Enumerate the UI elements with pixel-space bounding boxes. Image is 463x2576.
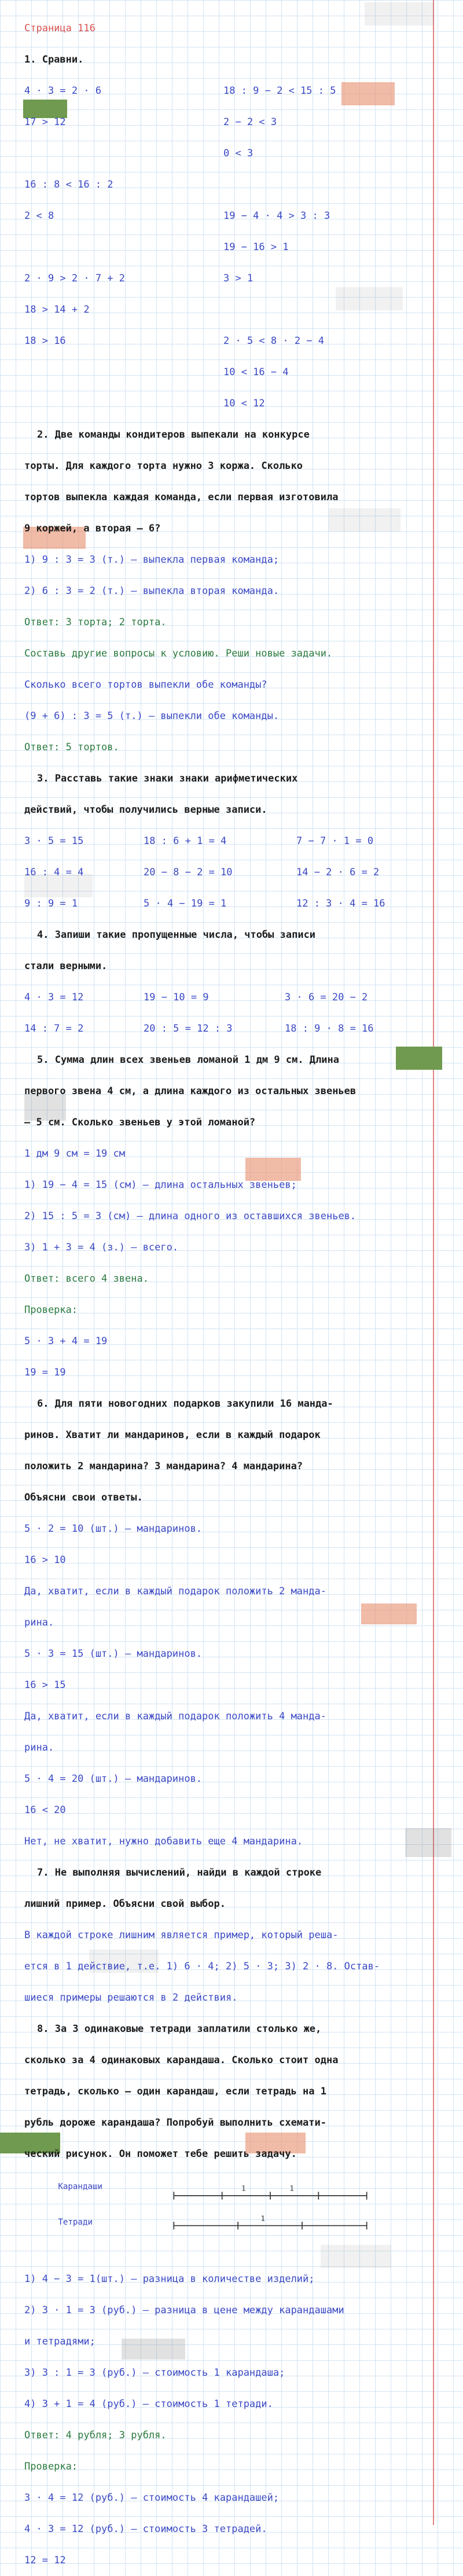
ex3-cell: 18 : 6 + 1 = 4 xyxy=(144,835,227,847)
ex1-right-line xyxy=(223,294,420,325)
ex4-row xyxy=(24,1013,429,1044)
ex1-right-line: 10 < 16 − 4 xyxy=(223,366,289,378)
ex5-check-label: Проверка: xyxy=(24,1304,78,1316)
ex1-right-line: 19 − 16 > 1 xyxy=(223,241,289,253)
ex7-task-line: 7. Не выполняя вычислений, найди в каждой строке xyxy=(37,1867,322,1878)
ex6-solution-line: 5 · 2 = 10 (шт.) – мандаринов. xyxy=(24,1523,203,1535)
ex3-cell: 16 : 4 = 4 xyxy=(24,867,84,878)
ex6-conclusion: рина. xyxy=(24,1742,54,1753)
ex6-solution-line: 5 · 4 = 20 (шт.) – мандаринов. xyxy=(24,1773,203,1785)
ex5-check-line: 19 = 19 xyxy=(24,1367,66,1378)
ex5-solution-line: 2) 15 : 5 = 3 (см) – длина одного из оставшихся звеньев. xyxy=(24,1210,357,1222)
ex2-task-line: 2. Две команды кондитеров выпекали на конкурсе xyxy=(37,429,310,441)
ex1-left-line: 4 · 3 = 2 · 6 xyxy=(24,85,102,97)
ex8-answer: Ответ: 4 рубля; 3 рубля. xyxy=(24,2430,167,2441)
ex2-answer2: Ответ: 5 тортов. xyxy=(24,742,119,753)
ex5-solution-line: 1 дм 9 см = 19 см xyxy=(24,1148,125,1159)
ex2-solution-line: 2) 6 : 3 = 2 (т.) – выпекла вторая команда. xyxy=(24,585,280,597)
ex5-solution-line: 3) 1 + 3 = 4 (з.) – всего. xyxy=(24,1242,179,1253)
ex7-task-line: лишний пример. Объясни свой выбор. xyxy=(24,1898,226,1910)
ex6-task-line: 6. Для пяти новогодних подарков закупили 16 манда- xyxy=(37,1398,333,1410)
mark-bottom: 1 xyxy=(260,2214,265,2223)
ex3-task-line: 3. Расставь такие знаки знаки арифметических xyxy=(37,773,298,784)
ex4-row xyxy=(24,982,429,1013)
ex3-task-line: действий, чтобы получились верные записи. xyxy=(24,804,267,816)
ex8-solution-line: 4) 3 + 1 = 4 (руб.) – стоимость 1 тетради. xyxy=(24,2398,273,2410)
ex1-right-line: 3 > 1 xyxy=(223,273,253,284)
ex2-extra-task: Составь другие вопросы к условию. Реши новые задачи. xyxy=(24,648,333,659)
ex1-left-line xyxy=(24,232,215,263)
ex2-task-line: торты. Для каждого торта нужно 3 коржа. Сколько xyxy=(24,460,303,472)
ex1-left-line: 16 : 8 < 16 : 2 xyxy=(24,179,113,190)
ex3-cell: 3 · 5 = 15 xyxy=(24,835,84,847)
ex4-cell: 3 · 6 = 20 − 2 xyxy=(285,992,368,1003)
ex5-task-line: — 5 см. Сколько звеньев у этой ломаной? xyxy=(24,1117,256,1128)
ex2-question: Сколько всего тортов выпекли обе команды? xyxy=(24,679,267,691)
ex8-check-label: Проверка: xyxy=(24,2461,78,2472)
label-pencils: Карандаши xyxy=(58,2182,103,2192)
ex6-compare: 16 > 10 xyxy=(24,1554,66,1566)
ex6-conclusion: Да, хватит, если в каждый подарок положить 4 манда- xyxy=(24,1711,326,1722)
page-title: Страница 116 xyxy=(24,23,95,34)
ex3-cell: 12 : 3 · 4 = 16 xyxy=(296,898,385,909)
mark-top: 1 xyxy=(241,2184,246,2193)
ex2-task-line: 9 коржей, а вторая — 6? xyxy=(24,523,161,534)
mark-top: 1 xyxy=(289,2184,294,2193)
ex8-check-line: 12 = 12 xyxy=(24,2555,66,2566)
ex3-row xyxy=(24,857,429,888)
ex6-conclusion: Нет, не хватит, нужно добавить еще 4 мандарина. xyxy=(24,1836,303,1847)
ex8-check-line: 4 · 3 = 12 (руб.) – стоимость 3 тетрадей. xyxy=(24,2523,267,2535)
ex1-left-line: 17 > 12 xyxy=(24,116,66,128)
ex8-solution-line: 3) 3 : 1 = 3 (руб.) – стоимость 1 карандаша; xyxy=(24,2367,285,2379)
ex8-task-line: ческий рисунок. Он поможет тебе решить задачу. xyxy=(24,2148,297,2160)
ex5-solution-line: 1) 19 − 4 = 15 (см) – длина остальных звеньев; xyxy=(24,1179,297,1191)
ex7-answer-line: В каждой строке лишним является пример, который реша- xyxy=(24,1929,339,1941)
ex6-compare: 16 < 20 xyxy=(24,1804,66,1816)
ex1-comparisons xyxy=(24,75,429,419)
ex3-cell: 9 : 9 = 1 xyxy=(24,898,78,909)
ex1-left-line: 2 · 9 > 2 · 7 + 2 xyxy=(24,273,125,284)
ex1-left-line: 18 > 14 + 2 xyxy=(24,304,90,315)
ex2-solution-line: 1) 9 : 3 = 3 (т.) – выпекла первая команда; xyxy=(24,554,280,566)
ex1-right-line: 18 : 9 − 2 < 15 : 5 xyxy=(223,85,336,97)
ex1-right-line: 0 < 3 xyxy=(223,148,253,159)
ex5-check-line: 5 · 3 + 4 = 19 xyxy=(24,1335,108,1347)
segment-diagram xyxy=(24,2170,429,2248)
ex1-right-line: 19 − 4 · 4 > 3 : 3 xyxy=(223,210,330,222)
ex6-task-line: положить 2 мандарина? 3 мандарина? 4 мандарина? xyxy=(24,1461,303,1472)
ex1-right-line: 10 < 12 xyxy=(223,398,265,409)
ex6-compare: 16 > 15 xyxy=(24,1679,66,1691)
ex5-answer: Ответ: всего 4 звена. xyxy=(24,1273,149,1285)
ex8-task-line: рубль дороже карандаша? Попробуй выполнить схемати- xyxy=(24,2117,326,2129)
ex4-cell: 4 · 3 = 12 xyxy=(24,992,84,1003)
ex1-right-line: 2 · 5 < 8 · 2 − 4 xyxy=(223,335,324,347)
ex4-cell: 20 : 5 = 12 : 3 xyxy=(144,1023,233,1034)
ex8-solution-line: 1) 4 − 3 = 1(шт.) – разница в количестве изделий; xyxy=(24,2273,315,2285)
ex8-solution-line: и тетрадями; xyxy=(24,2336,95,2347)
ex1-right-line xyxy=(223,169,420,200)
ex8-task-line: тетрадь, сколько – один карандаш, если тетрадь на 1 xyxy=(24,2086,326,2097)
ex3-row xyxy=(24,825,429,857)
ex3-cell: 20 − 8 − 2 = 10 xyxy=(144,867,233,878)
ex6-conclusion: Да, хватит, если в каждый подарок положить 2 манда- xyxy=(24,1586,326,1597)
ex4-cell: 18 : 9 · 8 = 16 xyxy=(285,1023,374,1034)
ex3-cell: 5 · 4 − 19 = 1 xyxy=(144,898,227,909)
ex3-cell: 14 − 2 · 6 = 2 xyxy=(296,867,380,878)
ex4-task-line: стали верными. xyxy=(24,960,108,972)
ex1-left-line xyxy=(24,138,215,169)
ex2-solution2: (9 + 6) : 3 = 5 (т.) – выпекли обе команды. xyxy=(24,710,280,722)
ex7-answer-line: ется в 1 действие, т.е. 1) 6 · 4; 2) 5 · 3; 3) 2 · 8. Остав- xyxy=(24,1961,380,1972)
ex8-diagram xyxy=(24,2170,429,2263)
ex2-task-line: тортов выпекла каждая команда, если первая изготовила xyxy=(24,491,339,503)
ex3-cell: 7 − 7 · 1 = 0 xyxy=(296,835,374,847)
label-notebooks: Тетради xyxy=(58,2218,93,2227)
ex1-left-line: 2 < 8 xyxy=(24,210,54,222)
ex2-answer: Ответ: 3 торта; 2 торта. xyxy=(24,617,167,628)
ex1-right-line: 2 − 2 < 3 xyxy=(223,116,277,128)
ex8-solution-line: 2) 3 · 1 = 3 (руб.) – разница в цене между карандашами xyxy=(24,2305,344,2316)
ex4-cell: 19 − 10 = 9 xyxy=(144,992,209,1003)
ex8-task-line: 8. За 3 одинаковые тетради заплатили столько же, xyxy=(37,2023,322,2035)
ex5-task-line: первого звена 4 см, а длина каждого из остальных звеньев xyxy=(24,1085,357,1097)
ex5-task-line: 5. Сумма длин всех звеньев ломаной 1 дм 9 см. Длина xyxy=(37,1054,339,1066)
ex6-task-line: Объясни свои ответы. xyxy=(24,1492,143,1503)
ex8-check-line: 3 · 4 = 12 (руб.) – стоимость 4 карандашей; xyxy=(24,2492,280,2504)
ex3-row xyxy=(24,888,429,919)
ex6-task-line: ринов. Хватит ли мандаринов, если в каждый подарок xyxy=(24,1429,321,1441)
homework-page xyxy=(24,13,429,2576)
ex1-title: 1. Сравни. xyxy=(24,54,84,65)
ex8-task-line: сколько за 4 одинаковых карандаша. Сколько стоит одна xyxy=(24,2054,339,2066)
ex6-conclusion: рина. xyxy=(24,1617,54,1628)
notebook-margin-line xyxy=(433,0,434,2525)
ex4-task-line: 4. Запиши такие пропущенные числа, чтобы записи xyxy=(37,929,316,941)
ex7-answer-line: шиеся примеры решаются в 2 действия. xyxy=(24,1992,238,2003)
ex1-left-line: 18 > 16 xyxy=(24,335,66,347)
ex4-cell: 14 : 7 = 2 xyxy=(24,1023,84,1034)
ex6-solution-line: 5 · 3 = 15 (шт.) – мандаринов. xyxy=(24,1648,203,1660)
